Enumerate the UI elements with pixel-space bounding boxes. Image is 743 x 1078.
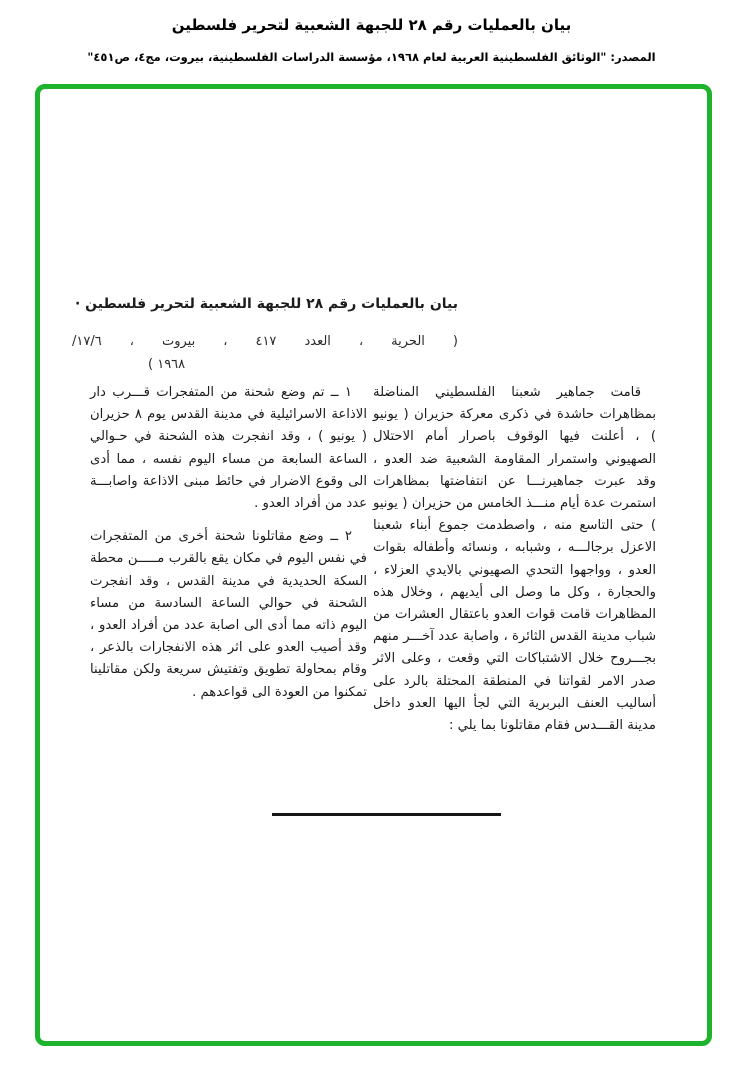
horizontal-rule xyxy=(272,813,501,816)
intro-column xyxy=(373,382,656,748)
operation-item-1: ١ ــ تم وضع شحنة من المتفجرات قـــرب دار الاذاعة الاسرائيلية في مدينة القدس يوم ٨ حزيران ( يونيو ) ، وقد انفجرت هذه الشحنة في حـوالي الساعة السابعة من مساء اليوم نفسه ، مما أدى الى وقوع الاضرار في حائط مبنى الاذاعة واصابـــة عدد من أفراد العدو . xyxy=(90,385,367,512)
page-title: بيان بالعمليات رقم ٢٨ للجبهة الشعبية لتحرير فلسطين xyxy=(171,16,572,34)
operations-column xyxy=(90,382,367,715)
operation-item-2: ٢ ــ وضع مقاتلونا شحنة أخرى من المتفجرات في نفس اليوم في مكان يقع بالقرب مـــــن محطة السكة الحديدية في مدينة القدس ، وقد انفجرت الشحنة في حوالي الساعة السادسة من مساء اليوم ذاته مما أدى الى اصابة عدد من أفراد العدو ، وقد أصيب العدو على اثر هذه الانفجارات بالذعر ، وقام بمحاولة تطويق وتفتيش سريعة ولكن مقاتلينا تمكنوا من العودة الى قواعدهم . xyxy=(90,529,367,700)
source-caption: المصدر: "الوثائق الفلسطينية العربية لعام ١٩٦٨، مؤسسة الدراسات الفلسطينية، بيروت، مج٤، ص٤٥١" xyxy=(87,50,656,64)
document-subtitle-line2: ١٩٦٨ ) xyxy=(148,357,186,372)
document-title: بيان بالعمليات رقم ٢٨ للجبهة الشعبية لتحرير فلسطين · xyxy=(74,296,458,312)
document-subtitle-line1: ( الحرية ، العدد ٤١٧ ، بيروت ، ١٧/٦/ xyxy=(72,334,458,349)
intro-paragraph: قامت جماهير شعبنا الفلسطيني المناضلة بمظاهرات حاشدة في ذكرى معركة حزيران ( يونيو ) ، أعلنت فيها الوقوف باصرار أمام الاحتلال الصهيوني واستمرار المقاومة الشعبية ضد العدو ، وقد عبرت جماهيرنـــا عن انتفاضتها بمظاهرات استمرت عدة أيام منـــذ الخامس من حزيران ( يونيو ) حتى التاسع منه ، واصطدمت جموع أبناء شعبنا الاعزل برجالـــه ، وشبابه ، ونسائه وأطفاله بقوات العدو ، وواجهوا التحدي الصهيوني بالايدي العزلاء ، والحجارة ، وكل ما وصل الى أيديهم ، وخلال هذه المظاهرات قامت قوات العدو باعتقال العشرات من شباب مدينة القدس الثائرة ، واصابة عدد آخـــر منهم بجـــروح خلال الاشتباكات التي وقعت ، وعلى الاثر صدر الامر لقواتنا في المنطقة المحتلة بالرد على أساليب العنف البربرية التي لجأ اليها العدو داخل مدينة القـــدس فقام مقاتلونا بما يلي : xyxy=(373,385,656,734)
